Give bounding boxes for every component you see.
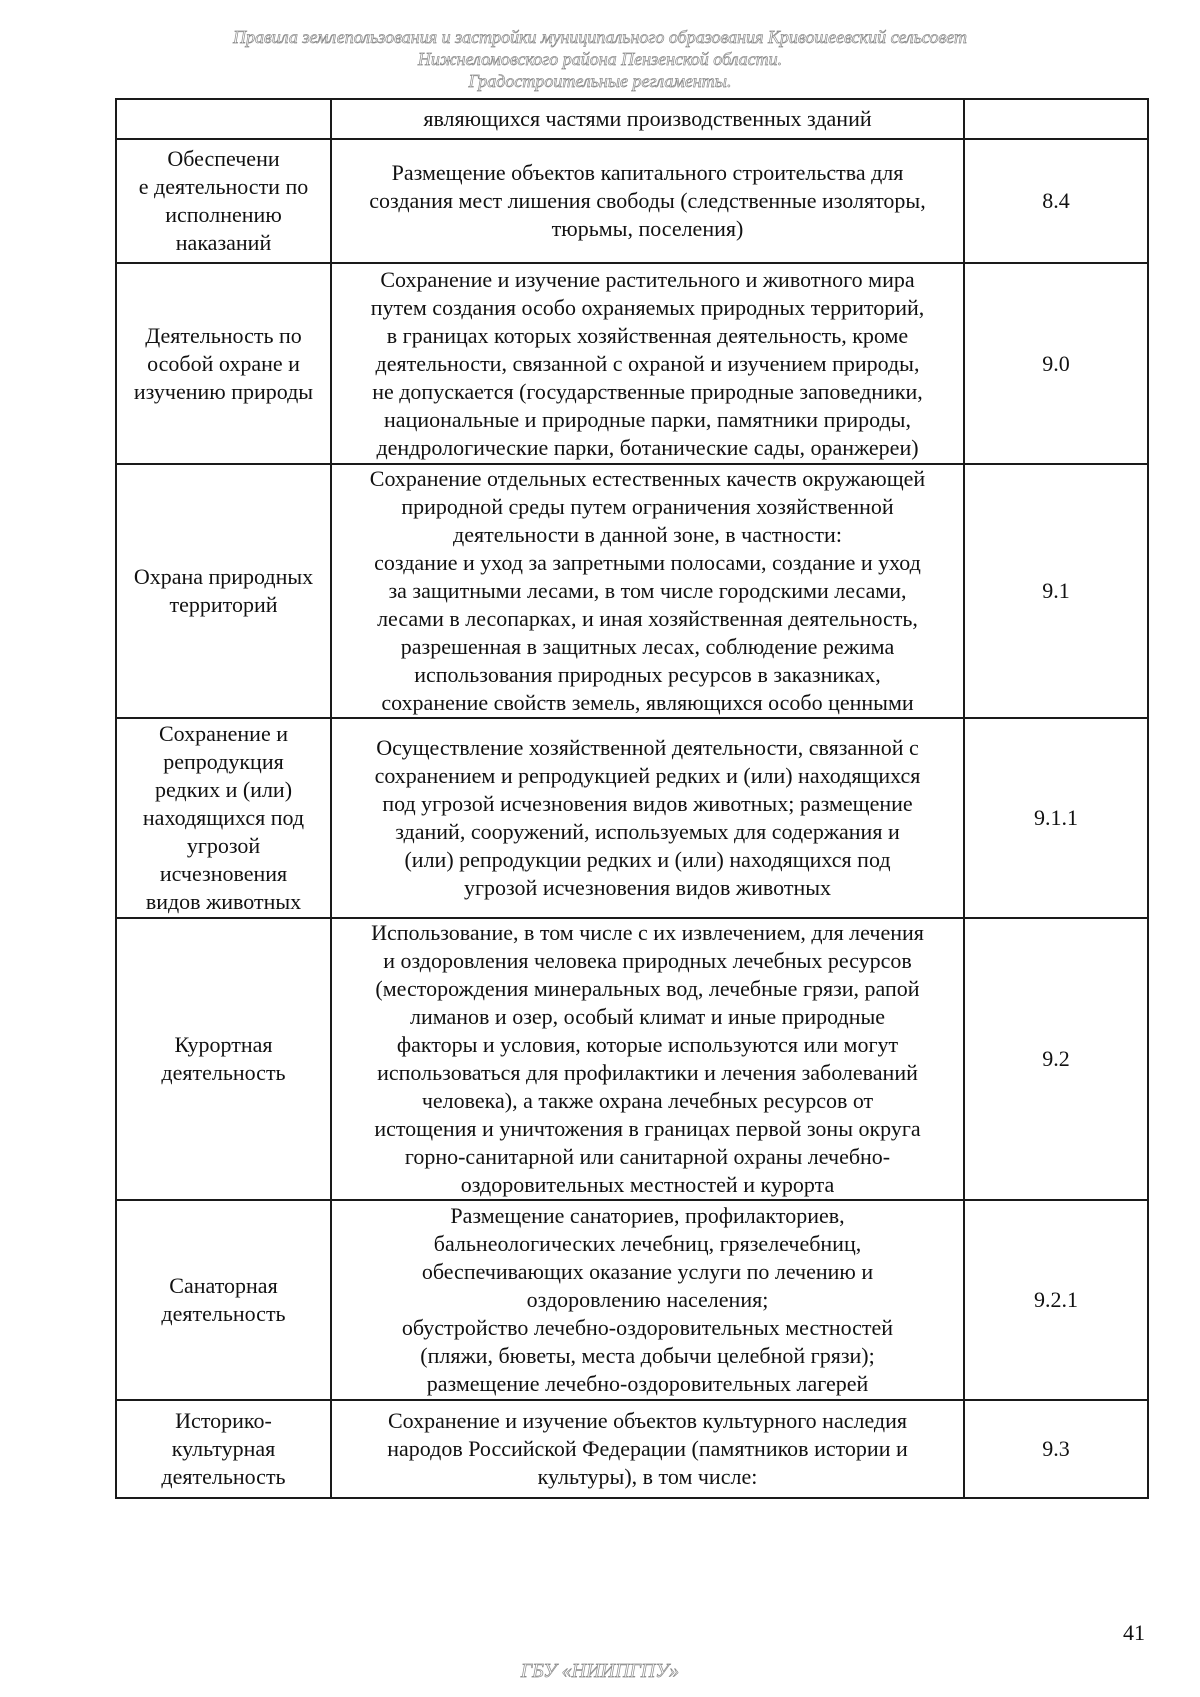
use-code-cell: 9.2 [964, 918, 1148, 1200]
page-number: 41 [1123, 1620, 1145, 1645]
header-line-1: Правила землепользования и застройки муниципального образования Кривошеевский сельсовет [232, 27, 968, 47]
use-description-cell: являющихся частями производственных зданий [331, 99, 964, 139]
use-name-cell: Историко- культурная деятельность [116, 1400, 331, 1498]
use-description-cell: Сохранение и изучение растительного и животного мира путем создания особо охраняемых природных территорий, в границах которых хозяйственная деятельность, кроме деятельности, связанной с охраной и изучением природы, не допускается (государственные природные заповедники, национальные и природные парки, памятники природы, дендрологические парки, ботанические сады, оранжереи) [331, 263, 964, 464]
use-description-cell: Сохранение и изучение объектов культурного наследия народов Российской Федерации (памятников истории и культуры), в том числе: [331, 1400, 964, 1498]
table-row [116, 99, 1148, 139]
table-row [116, 464, 1148, 718]
use-code-cell: 9.0 [964, 263, 1148, 464]
use-code-cell [964, 99, 1148, 139]
header-line-3: Градостроительные регламенты. [468, 71, 732, 91]
use-name-cell: Сохранение и репродукция редких и (или) находящихся под угрозой исчезновения видов животных [116, 718, 331, 918]
use-description-cell: Размещение санаториев, профилакториев, бальнеологических лечебниц, грязелечебниц, обеспечивающих оказание услуги по лечению и оздоровлению населения; обустройство лечебно-оздоровительных местностей (пляжи, бюветы, места добычи целебной грязи); размещение лечебно-оздоровительных лагерей [331, 1200, 964, 1400]
use-description-cell: Использование, в том числе с их извлечением, для лечения и оздоровления человека природных лечебных ресурсов (месторождения минеральных вод, лечебные грязи, рапой лиманов и озер, особый климат и иные природные факторы и условия, которые используются или могут использоваться для профилактики и лечения заболеваний человека), а также охрана лечебных ресурсов от истощения и уничтожения в границах первой зоны округа горно-санитарной или санитарной охраны лечебно- оздоровительных местностей и курорта [331, 918, 964, 1200]
use-code-cell: 9.3 [964, 1400, 1148, 1498]
table-row [116, 918, 1148, 1200]
use-name-cell [116, 99, 331, 139]
use-description-cell: Сохранение отдельных естественных качеств окружающей природной среды путем ограничения хозяйственной деятельности в данной зоне, в частности: создание и уход за запретными полосами, создание и уход за защитными лесами, в том числе городскими лесами, лесами в лесопарках, и иная хозяйственная деятельность, разрешенная в защитных лесах, соблюдение режима использования природных ресурсов в заказниках, сохранение свойств земель, являющихся особо ценными [331, 464, 964, 718]
land-use-table [115, 98, 1149, 1499]
use-name-cell: Санаторная деятельность [116, 1200, 331, 1400]
use-code-cell: 9.1.1 [964, 718, 1148, 918]
table-row [116, 718, 1148, 918]
use-name-cell: Обеспечени е деятельности по исполнению наказаний [116, 139, 331, 263]
use-description-cell: Размещение объектов капитального строительства для создания мест лишения свободы (следственные изоляторы, тюрьмы, поселения) [331, 139, 964, 263]
running-header [120, 26, 1080, 92]
use-code-cell: 9.1 [964, 464, 1148, 718]
use-code-cell: 8.4 [964, 139, 1148, 263]
table-row [116, 263, 1148, 464]
use-name-cell: Курортная деятельность [116, 918, 331, 1200]
use-description-cell: Осуществление хозяйственной деятельности, связанной с сохранением и репродукцией редких и (или) находящихся под угрозой исчезновения видов животных; размещение зданий, сооружений, используемых для содержания и (или) репродукции редких и (или) находящихся под угрозой исчезновения видов животных [331, 718, 964, 918]
running-footer: ГБУ «НИИПГПУ» [520, 1660, 680, 1682]
table-row [116, 1200, 1148, 1400]
use-name-cell: Деятельность по особой охране и изучению природы [116, 263, 331, 464]
use-code-cell: 9.2.1 [964, 1200, 1148, 1400]
use-name-cell: Охрана природных территорий [116, 464, 331, 718]
table-row [116, 139, 1148, 263]
table-row [116, 1400, 1148, 1498]
header-line-2: Нижнеломовского района Пензенской области. [417, 49, 783, 69]
